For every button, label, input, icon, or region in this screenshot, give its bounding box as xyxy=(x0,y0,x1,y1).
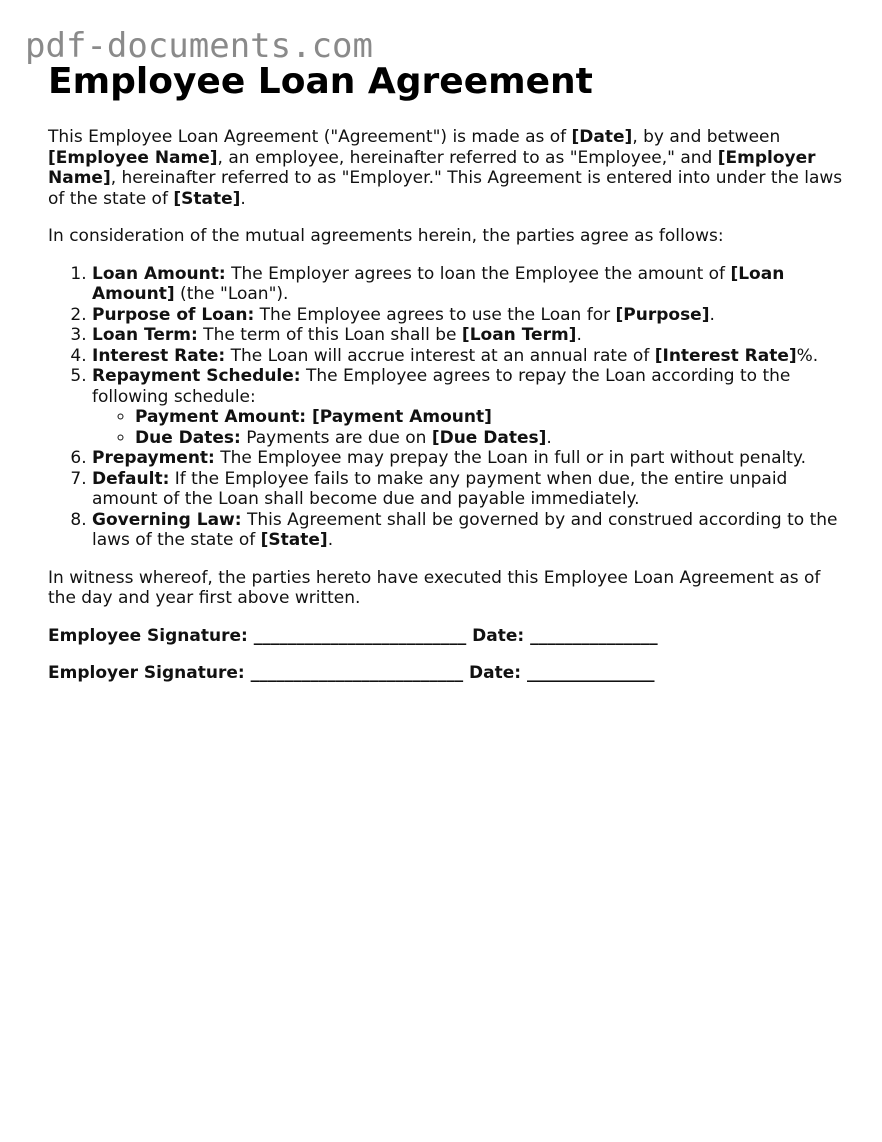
term-label: Due Dates: xyxy=(135,427,241,448)
term-text: . xyxy=(546,427,552,448)
term-text: The Employer agrees to loan the Employee the amount of xyxy=(225,263,731,284)
term-text: The term of this Loan shall be xyxy=(197,325,462,345)
term-text: . xyxy=(576,325,582,345)
term-text: The Employee agrees to repay the Loan according to the following schedule: xyxy=(92,366,791,407)
intro-text: , by and between xyxy=(632,127,781,147)
intro-text: This Employee Loan Agreement ("Agreement") is made as of xyxy=(48,127,572,147)
term-default xyxy=(92,469,848,510)
term-text: Payments are due on xyxy=(240,427,432,448)
term-loan-term xyxy=(92,325,848,346)
term-loan-amount xyxy=(92,264,848,305)
due-dates-item xyxy=(135,428,848,449)
term-repayment-schedule xyxy=(92,366,848,448)
term-text: . xyxy=(709,304,715,325)
term-purpose xyxy=(92,305,848,326)
document-title: Employee Loan Agreement xyxy=(48,61,593,102)
intro-text: , an employee, hereinafter referred to as "Employee," and xyxy=(217,147,718,168)
term-label: Loan Term: xyxy=(92,325,198,345)
term-prepayment xyxy=(92,448,848,469)
term-label: Interest Rate: xyxy=(92,345,226,366)
term-text: (the "Loan"). xyxy=(174,284,289,304)
purpose-placeholder: [Purpose] xyxy=(615,304,710,325)
state-placeholder: [State] xyxy=(260,530,328,550)
term-text: The Employee may prepay the Loan in full or in part without penalty. xyxy=(214,448,806,468)
employee-signature-line[interactable]: Employee Signature: _________________________ Date: _______________ xyxy=(48,625,658,646)
term-label: Default: xyxy=(92,468,170,489)
term-interest-rate xyxy=(92,346,848,367)
term-label: Repayment Schedule: xyxy=(92,366,301,386)
witness-paragraph: In witness whereof, the parties hereto have executed this Employee Loan Agreement as of the day and year first above written. xyxy=(48,567,821,608)
consideration-paragraph: In consideration of the mutual agreements herein, the parties agree as follows: xyxy=(48,226,724,246)
loan-term-placeholder: [Loan Term] xyxy=(461,325,577,345)
employee-name-placeholder: [Employee Name] xyxy=(48,147,218,168)
term-label: Prepayment: xyxy=(92,448,215,468)
term-text: This Agreement shall be governed by and construed according to the laws of the state of xyxy=(92,509,838,550)
loan-amount-placeholder: [Loan Amount] xyxy=(92,263,785,304)
payment-amount-placeholder: [Payment Amount] xyxy=(306,407,492,427)
term-text: If the Employee fails to make any payment when due, the entire unpaid amount of the Loan shall become due and payable immediately. xyxy=(92,468,788,509)
term-text: The Employee agrees to use the Loan for xyxy=(254,304,616,325)
terms-list xyxy=(48,264,848,551)
term-label: Purpose of Loan: xyxy=(92,304,255,325)
term-governing-law xyxy=(92,510,848,551)
term-label: Loan Amount: xyxy=(92,263,226,284)
date-placeholder: [Date] xyxy=(571,127,633,147)
watermark-text: pdf-documents.com xyxy=(25,26,373,66)
intro-text: . xyxy=(240,188,246,209)
employer-signature-line[interactable]: Employer Signature: _________________________ Date: _______________ xyxy=(48,663,655,683)
term-label: Governing Law: xyxy=(92,509,242,530)
document-page xyxy=(48,58,848,684)
term-text: The Loan will accrue interest at an annual rate of xyxy=(225,345,655,366)
repayment-sublist xyxy=(92,407,848,448)
intro-text: , hereinafter referred to as "Employer." This Agreement is entered into under the laws of the state of xyxy=(48,168,843,209)
due-dates-placeholder: [Due Dates] xyxy=(431,427,547,448)
term-text: %. xyxy=(796,345,819,366)
state-placeholder: [State] xyxy=(173,188,241,209)
employer-name-placeholder: [Employer Name] xyxy=(48,147,816,188)
intro-paragraph xyxy=(48,127,848,209)
term-text: . xyxy=(327,530,334,550)
interest-rate-placeholder: [Interest Rate] xyxy=(654,345,797,366)
term-label: Payment Amount: xyxy=(135,407,307,427)
payment-amount-item xyxy=(135,407,848,428)
